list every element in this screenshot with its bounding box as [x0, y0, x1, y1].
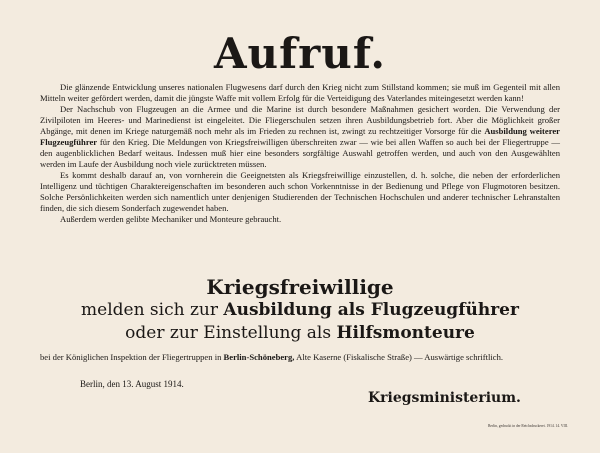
headline-pilot-training	[0, 299, 600, 321]
headline-volunteers: Kriegsfreiwillige	[206, 275, 394, 299]
poster-title: Aufruf.	[213, 29, 387, 78]
headline-line2-prefix: melden sich zur	[81, 300, 218, 320]
signature: Kriegsministerium.	[368, 390, 521, 406]
paragraph-2-emphasis: Ausbildung weiterer Flugzeugführer	[40, 126, 561, 147]
paragraph-2	[40, 104, 560, 170]
date-line: Berlin, den 13. August 1914.	[80, 379, 184, 389]
paragraph-4: Außerdem werden gelibte Mechaniker und Monteure gebraucht.	[60, 214, 282, 224]
registration-info	[40, 352, 560, 363]
paragraph-2-rest: für den Krieg. Die Meldungen von Kriegsfreiwilligen überschreiten zwar — wie bei allen Waffen so auch bei der Fliegertruppe — den augenblicklichen Bedarf weitaus. Indessen muß hier eine besonders sorgfältige Auswahl getroffen werden, und auch von den Ausgewählten werden im Laufe der Ausbildung noch viele zurücktreten müssen.	[40, 137, 561, 169]
headline-line3-prefix: oder zur Einstellung als	[125, 323, 332, 343]
headline-mechanics	[0, 322, 600, 344]
printer-note: Berlin, gedruckt in der Reichsdruckerei. 1914. 14. VIII.	[488, 424, 568, 428]
paragraph-1: Die glänzende Entwicklung unseres nationalen Flugwesens darf durch den Krieg nicht zum Stillstand kommen; sie muß im Gegenteil mit allen Mitteln weiter gefördert werden, damit die jüngste Waffe mit vollem Erfolg für die Verteidigung des Vaterlandes miteingesetzt werden kann!	[40, 82, 560, 103]
registration-location: Berlin-Schöneberg,	[223, 352, 295, 362]
paragraph-3: Es kommt deshalb darauf an, von vornherein die Geeignetsten als Kriegsfreiwillige einzustellen, d. h. solche, die neben der erforderlichen Intelligenz und tüchtigen Charaktereigenschaften im besonderen auch schon Vorkenntnisse in der Bedienung und Pflege von Flugmotoren besitzen. Solche Persönlichkeiten werden sich namentlich unter denjenigen Studierenden der Technischen Hochschulen und anderer technischer Lehranstalten finden, die sich diesem Sonderfach zugewendet haben.	[40, 170, 560, 213]
headline-line3-emphasis: Hilfsmonteure	[336, 323, 475, 343]
paragraph-2-start: Der Nachschub von Flugzeugen an die Armee und die Marine ist durch besondere Maßnahmen gesichert worden. Die Verwendung der Zivilpiloten im Heeres- und Marinedienst ist eingeleitet. Die Fliegerschulen setzen ihren Ausbildungsbetrieb fort. Aber die Möglichkeit großer Abgänge, mit denen im Kriege naturgemäß noch mehr als im Frieden zu rechnen ist, zwingt zu rechtzeitiger Vorsorge für die	[40, 104, 560, 136]
headline-line2-emphasis: Ausbildung als Flugzeugführer	[223, 300, 519, 320]
registration-info-rest: Alte Kaserne (Fiskalische Straße) — Auswärtige schriftlich.	[296, 352, 504, 362]
registration-info-start: bei der Königlichen Inspektion der Fliegertruppen in	[40, 352, 222, 362]
body-text	[40, 82, 560, 225]
